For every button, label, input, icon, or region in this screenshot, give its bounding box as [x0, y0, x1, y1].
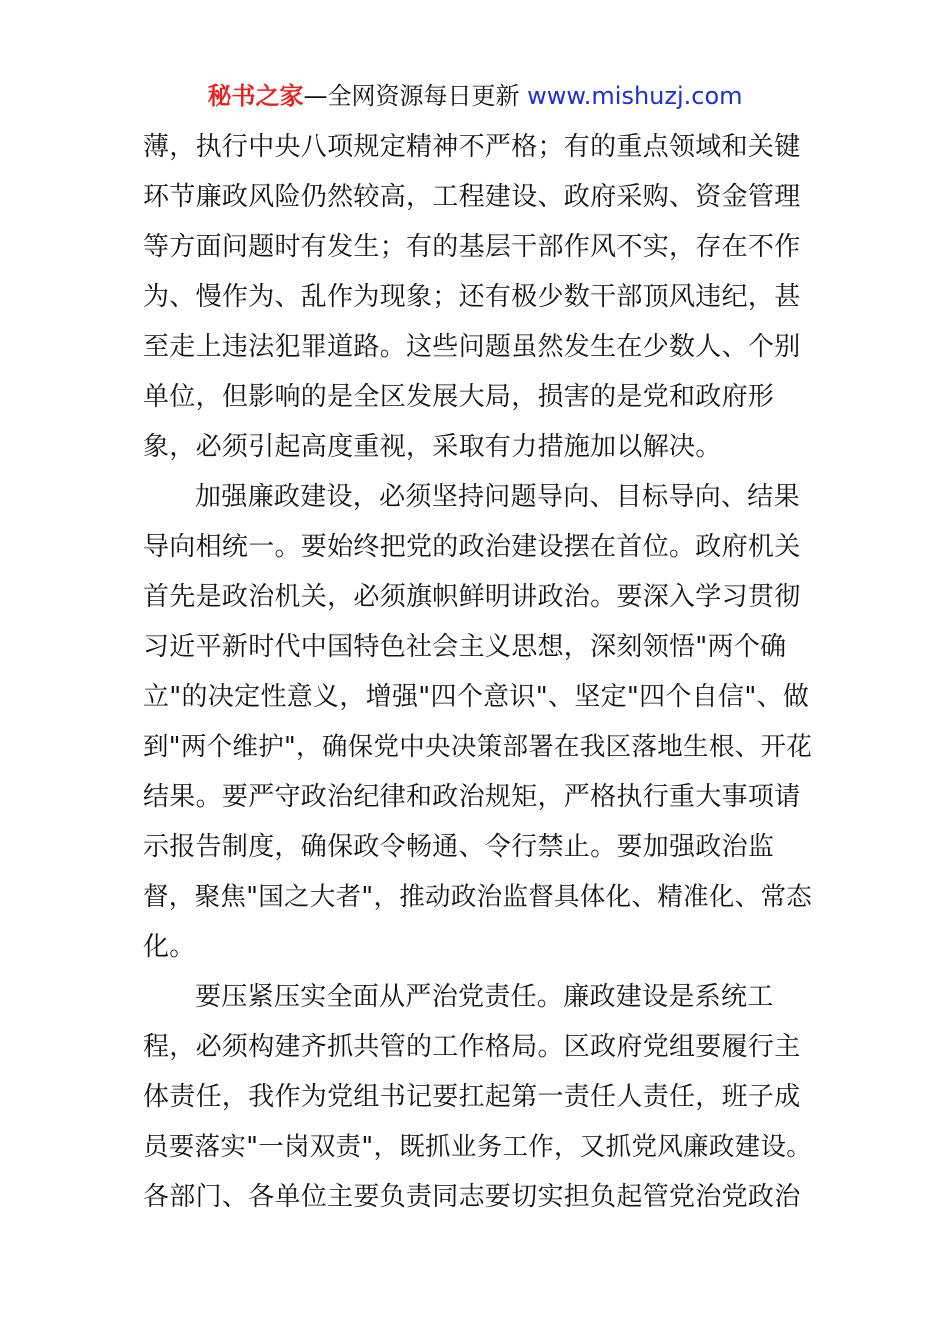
page-header [0, 78, 950, 114]
text-line: 结果。要严守政治纪律和政治规矩，严格执行重大事项请 [143, 782, 801, 812]
text-line: 环节廉政风险仍然较高，工程建设、政府采购、资金管理 [143, 182, 801, 212]
text-line: 督，聚焦"国之大者"，推动政治监督具体化、精准化、常态 [143, 882, 813, 912]
site-tagline: —全网资源每日更新 [303, 82, 520, 110]
text-line: 习近平新时代中国特色社会主义思想，深刻领悟"两个确 [143, 632, 787, 662]
text-line: 程，必须构建齐抓共管的工作格局。区政府党组要履行主 [143, 1032, 801, 1062]
site-brand: 秘书之家 [207, 82, 304, 110]
text-line: 示报告制度，确保政令畅通、令行禁止。要加强政治监 [143, 832, 775, 862]
text-line: 薄，执行中央八项规定精神不严格；有的重点领域和关键 [143, 132, 801, 162]
text-line: 到"两个维护"，确保党中央决策部署在我区落地生根、开花 [143, 732, 813, 762]
site-url-link[interactable]: www.mishuzj.com [527, 82, 743, 110]
text-line: 各部门、各单位主要负责同志要切实担负起管党治党政治 [143, 1182, 801, 1212]
text-line: 象，必须引起高度重视，采取有力措施加以解决。 [143, 432, 722, 462]
text-line: 化。 [143, 932, 196, 962]
text-line: 要压紧压实全面从严治党责任。廉政建设是系统工 [195, 982, 774, 1012]
text-line: 为、慢作为、乱作为现象；还有极少数干部顶风违纪，甚 [143, 282, 801, 312]
text-line: 体责任，我作为党组书记要扛起第一责任人责任，班子成 [143, 1082, 801, 1112]
text-line: 单位，但影响的是全区发展大局，损害的是党和政府形 [143, 382, 775, 412]
document-body [143, 122, 813, 1222]
text-line: 首先是政治机关，必须旗帜鲜明讲政治。要深入学习贯彻 [143, 582, 801, 612]
text-line: 员要落实"一岗双责"，既抓业务工作，又抓党风廉政建设。 [143, 1132, 813, 1162]
text-line: 立"的决定性意义，增强"四个意识"、坚定"四个自信"、做 [143, 682, 810, 712]
text-line: 等方面问题时有发生；有的基层干部作风不实，存在不作 [143, 232, 801, 262]
text-line: 加强廉政建设，必须坚持问题导向、目标导向、结果 [195, 482, 800, 512]
text-line: 至走上违法犯罪道路。这些问题虽然发生在少数人、个别 [143, 332, 801, 362]
text-line: 导向相统一。要始终把党的政治建设摆在首位。政府机关 [143, 532, 801, 562]
